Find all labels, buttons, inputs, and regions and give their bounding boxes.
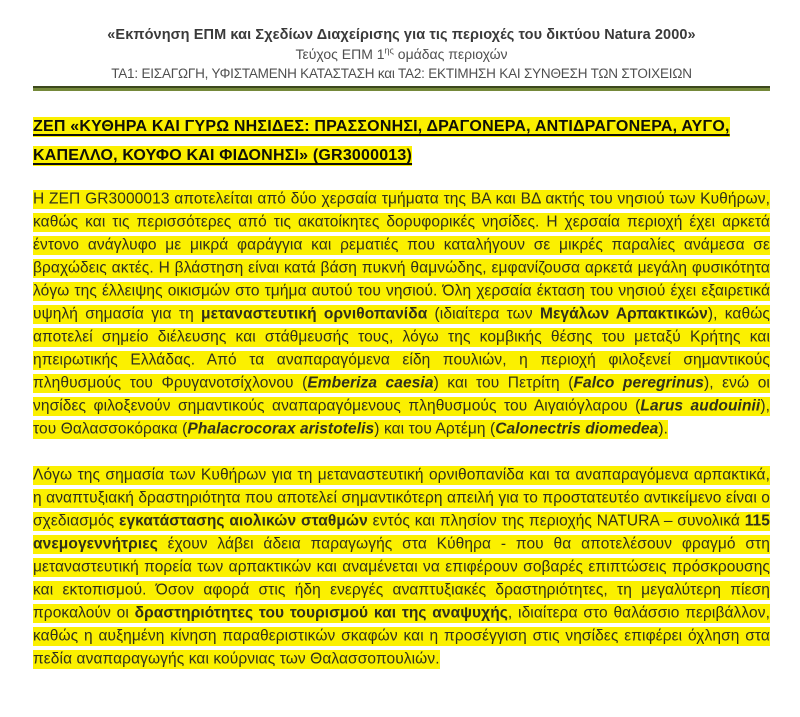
text-segment: εγκατάστασης αιολικών σταθμών xyxy=(118,512,368,529)
header-rule xyxy=(33,86,770,91)
text-segment: εντός και πλησίον της περιοχής NATURA – συνολικά xyxy=(367,512,745,529)
page-header xyxy=(33,26,770,91)
text-segment: ). xyxy=(658,420,669,437)
text-segment: 115 ανεμογεννήτριες xyxy=(33,512,770,552)
text-segment: ) και του Αρτέμη ( xyxy=(374,420,496,437)
text-segment: Falco peregrinus xyxy=(573,374,705,391)
text-segment: ΖΕΠ «ΚΥΘΗΡΑ ΚΑΙ ΓΥΡΩ ΝΗΣΙΔΕΣ: ΠΡΑΣΣΟΝΗΣΙ, ΔΡΑΓΟΝΕΡΑ, ΑΝΤΙΔΡΑΓΟΝΕΡΑ, ΑΥΓΟ, ΚΑΠΕΛΛΟ, ΚΟΥΦΟ ΚΑΙ ΦΙΔΟΝΗΣΙ» (GR3000013) xyxy=(33,118,730,164)
header-project-title: «Εκπόνηση ΕΠΜ και Σχεδίων Διαχείρισης για τις περιοχές του δικτύου Natura 2000» xyxy=(107,27,696,43)
text-segment: (ιδιαίτερα των xyxy=(427,305,540,322)
text-segment: Η ΖΕΠ GR3000013 αποτελείται από δύο χερσαία τμήματα της ΒΑ και ΒΔ ακτής του νησιού των Κυθήρων, καθώς και τις περισσότερες από τις ακατοίκητες δορυφορικές νησίδες. Η χερσαία περιοχή έχει αρκετά έντονο ανάγλυφο με μικρά φαράγγια και ρεματιές που καταλήγουν σε μικρές παραλίες ανάμεσα σε βραχώδεις ακτές. Η βλάστηση είναι κατά βάση πυκνή θαμνώδης, εμφανίζουσα αρκετά μεγάλη φυσικότητα λόγω της έλλειψης οικισμών στο τμήμα αυτού του νησιού. Όλη χερσαία έκταση του νησιού έχει εξαιρετικά υψηλή σημασία για τη xyxy=(33,190,770,322)
header-sections-line: ΤΑ1: ΕΙΣΑΓΩΓΗ, ΥΦΙΣΤΑΜΕΝΗ ΚΑΤΑΣΤΑΣΗ και ΤΑ2: ΕΚΤΙΜΗΣΗ ΚΑΙ ΣΥΝΘΕΣΗ ΤΩΝ ΣΤΟΙΧΕΙΩΝ xyxy=(111,66,692,81)
header-volume-superscript: ης xyxy=(384,45,394,56)
text-segment: Λόγω της σημασία των Κυθήρων για τη μεταναστευτική ορνιθοπανίδα και τα αναπαραγόμενα αρπακτικά, η αναπτυξιακή δραστηριότητα που αποτελεί σημαντικότερη απειλή για το προστατευτέο αντικείμενο είναι ο σχεδιασμός xyxy=(33,466,770,529)
text-segment: ), καθώς αποτελεί σημείο διέλευσης και στάθμευσής τους, λόγω της κομβικής θέσης του μεταξύ Κρήτης και ηπειρωτικής Ελλάδας. Από τα αναπαραγόμενα είδη πουλιών, η περιοχή φιλοξενεί σημαντικούς πληθυσμούς του Φρυγανοτσίχλονου ( xyxy=(33,305,770,391)
text-segment: Emberiza caesia xyxy=(307,374,434,391)
header-volume-line xyxy=(33,45,770,64)
text-segment: , ιδιαίτερα στο θαλάσσιο περιβάλλον, καθώς η αυξημένη κίνηση παραθεριστικών σκαφών και η προσέγγιση στις νησίδες επιφέρει όχληση στα πεδία αναπαραγωγής και κούρνιας των Θαλασσοπουλιών. xyxy=(33,604,770,667)
text-segment: ), του Θαλασσοκόρακα ( xyxy=(33,397,770,437)
header-volume-prefix: Τεύχος ΕΠΜ 1 xyxy=(295,46,385,62)
text-segment: δραστηριότητες του τουρισμού και της αναψυχής xyxy=(134,604,508,621)
text-segment: έχουν λάβει άδεια παραγωγής στα Κύθηρα - που θα αποτελέσουν φραγμό στη μεταναστευτική πορεία των αρπακτικών και αναμένεται να επιφέρουν σοβαρές επιπτώσεις πρόσκρουσης και εκτοπισμού. Όσον αφορά στις ήδη ενεργές αναπτυξιακές δραστηριότητες, τη μεγαλύτερη πίεση προκαλούν οι xyxy=(33,535,770,621)
text-segment: Phalacrocorax aristotelis xyxy=(187,420,375,437)
text-segment: Μεγάλων Αρπακτικών xyxy=(539,305,708,322)
text-segment: ), ενώ οι νησίδες φιλοξενούν σημαντικούς αναπαραγόμενους πληθυσμούς του Αιγαιόγλαρου ( xyxy=(33,374,770,414)
text-segment: Calonectris diomedea xyxy=(495,420,659,437)
section-title xyxy=(33,112,770,170)
paragraph-site-description xyxy=(33,187,770,440)
text-segment: Larus audouinii xyxy=(640,397,761,414)
paragraph-threats xyxy=(33,463,770,670)
text-segment: ) και του Πετρίτη ( xyxy=(433,374,574,391)
header-volume-suffix: ομάδας περιοχών xyxy=(393,46,508,62)
text-segment: μεταναστευτική ορνιθοπανίδα xyxy=(201,305,428,322)
